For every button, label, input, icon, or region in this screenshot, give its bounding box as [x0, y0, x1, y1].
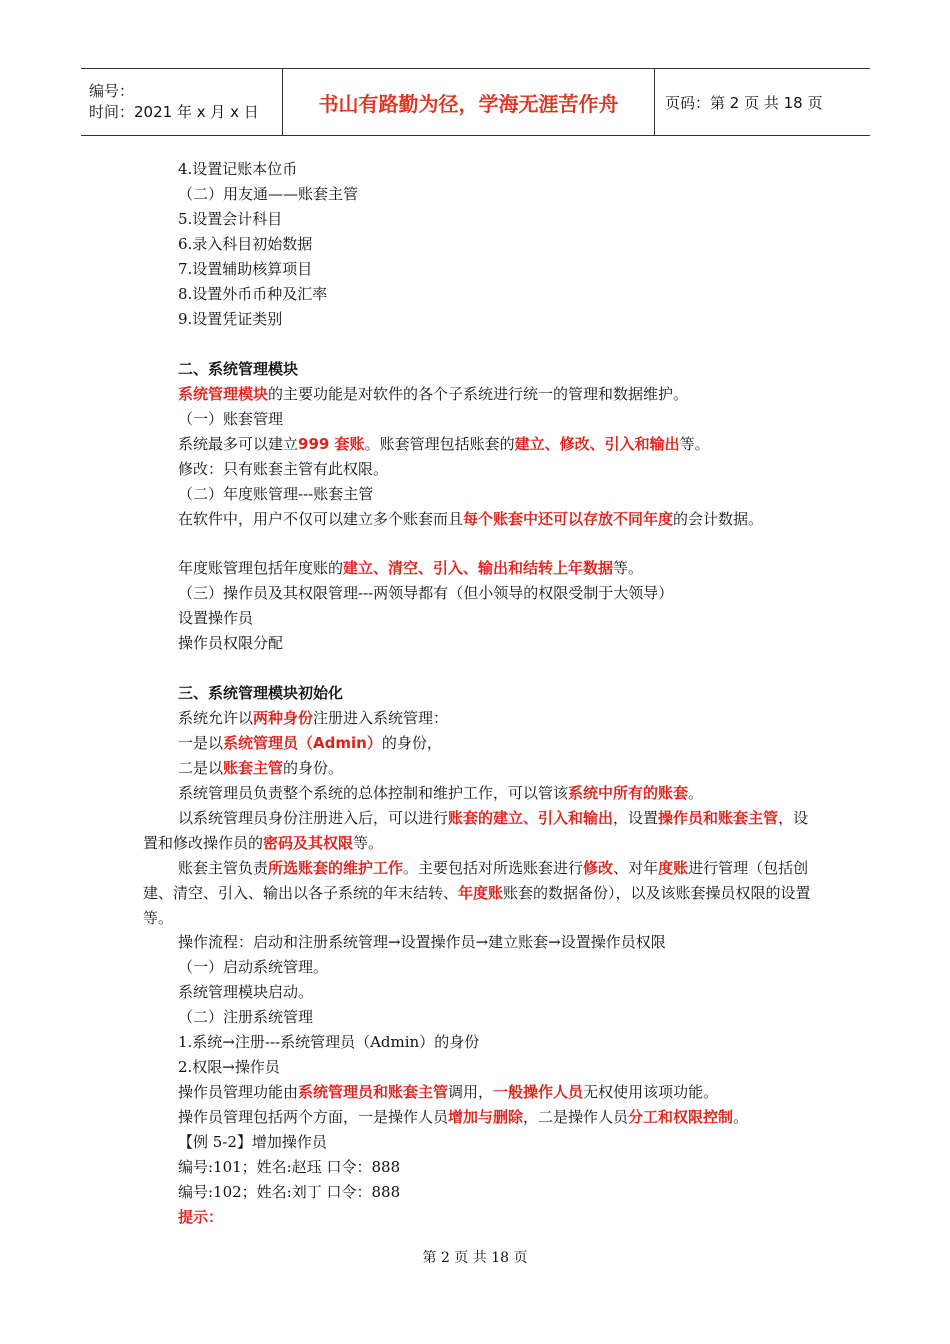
text-line: （二）年度账管理---账套主管: [178, 485, 374, 503]
paragraph: 以系统管理员身份注册进入后，可以进行账套的建立、引入和输出，设置操作员和账套主管，设置和修改操作员的密码及其权限等。: [143, 809, 809, 852]
text-line: 编号:101；姓名:赵珏 口令：888: [178, 1158, 401, 1176]
text-line: 4.设置记账本位币: [178, 160, 298, 178]
page-header: [81, 68, 870, 136]
paragraph: 一是以系统管理员（Admin）的身份，: [178, 734, 442, 752]
paragraph: 操作员管理功能由系统管理员和账套主管调用，一般操作人员无权使用该项功能。: [178, 1083, 719, 1101]
header-motto: 书山有路勤为径，学海无涯苦作舟: [283, 69, 655, 135]
paragraph: 账套主管负责所选账套的维护工作。主要包括对所选账套进行修改、对年度账进行管理（包括创建、清空、引入、输出以各子系统的年末结转、年度账账套的数据备份），以及该账套操员权限的设置等。: [143, 859, 811, 927]
text-line: （一）启动系统管理。: [178, 958, 329, 976]
paragraph: 系统允许以两种身份注册进入系统管理：: [178, 709, 449, 727]
text-line: 5.设置会计科目: [178, 210, 283, 228]
text-line: 9.设置凭证类别: [178, 310, 283, 328]
text-line: （二）注册系统管理: [178, 1008, 314, 1026]
paragraph: 系统管理员负责整个系统的总体控制和维护工作，可以管该系统中所有的账套。: [178, 784, 704, 802]
time-label: 时间：2021 年 x 月 x 日: [89, 103, 259, 121]
paragraph: 在软件中，用户不仅可以建立多个账套而且每个账套中还可以存放不同年度的会计数据。: [178, 510, 764, 528]
text-line: 2.权限→操作员: [178, 1058, 280, 1076]
text-line: 1.系统→注册---系统管理员（Admin）的身份: [178, 1033, 480, 1051]
text-line: 【例 5-2】增加操作员: [178, 1133, 327, 1151]
text-line: 7.设置辅助核算项目: [178, 260, 313, 278]
text-line: 8.设置外币币种及汇率: [178, 285, 328, 303]
section-heading: 三、系统管理模块初始化: [178, 684, 344, 702]
paragraph: 系统管理模块的主要功能是对软件的各个子系统进行统一的管理和数据维护。: [178, 385, 689, 403]
tip-label: 提示：: [178, 1208, 224, 1226]
page-footer: 第 2 页 共 18 页: [422, 1250, 528, 1266]
text-line: 编号:102；姓名:刘丁 口令：888: [178, 1183, 401, 1201]
header-meta: [81, 69, 283, 135]
section-heading: 二、系统管理模块: [178, 360, 299, 378]
paragraph: 系统最多可以建立999 套账。账套管理包括账套的建立、修改、引入和输出等。: [178, 435, 710, 453]
text-line: 6.录入科目初始数据: [178, 235, 313, 253]
text-line: （一）账套管理: [178, 410, 284, 428]
text-line: 操作员权限分配: [178, 634, 284, 652]
paragraph: 操作员管理包括两个方面，一是操作人员增加与删除，二是操作人员分工和权限控制。: [178, 1108, 749, 1126]
text-line: 系统管理模块启动。: [178, 983, 314, 1001]
header-page-info: 页码：第 2 页 共 18 页: [665, 93, 823, 112]
number-label: 编号：: [89, 82, 135, 100]
text-line: （三）操作员及其权限管理---两领导都有（但小领导的权限受制于大领导）: [178, 584, 674, 602]
text-line: 修改：只有账套主管有此权限。: [178, 460, 389, 478]
paragraph: 二是以账套主管的身份。: [178, 759, 344, 777]
text-line: 操作流程：启动和注册系统管理→设置操作员→建立账套→设置操作员权限: [178, 933, 666, 951]
text-line: 设置操作员: [178, 609, 254, 627]
paragraph: 年度账管理包括年度账的建立、清空、引入、输出和结转上年数据等。: [178, 559, 644, 577]
text-line: （二）用友通——账套主管: [178, 185, 359, 203]
